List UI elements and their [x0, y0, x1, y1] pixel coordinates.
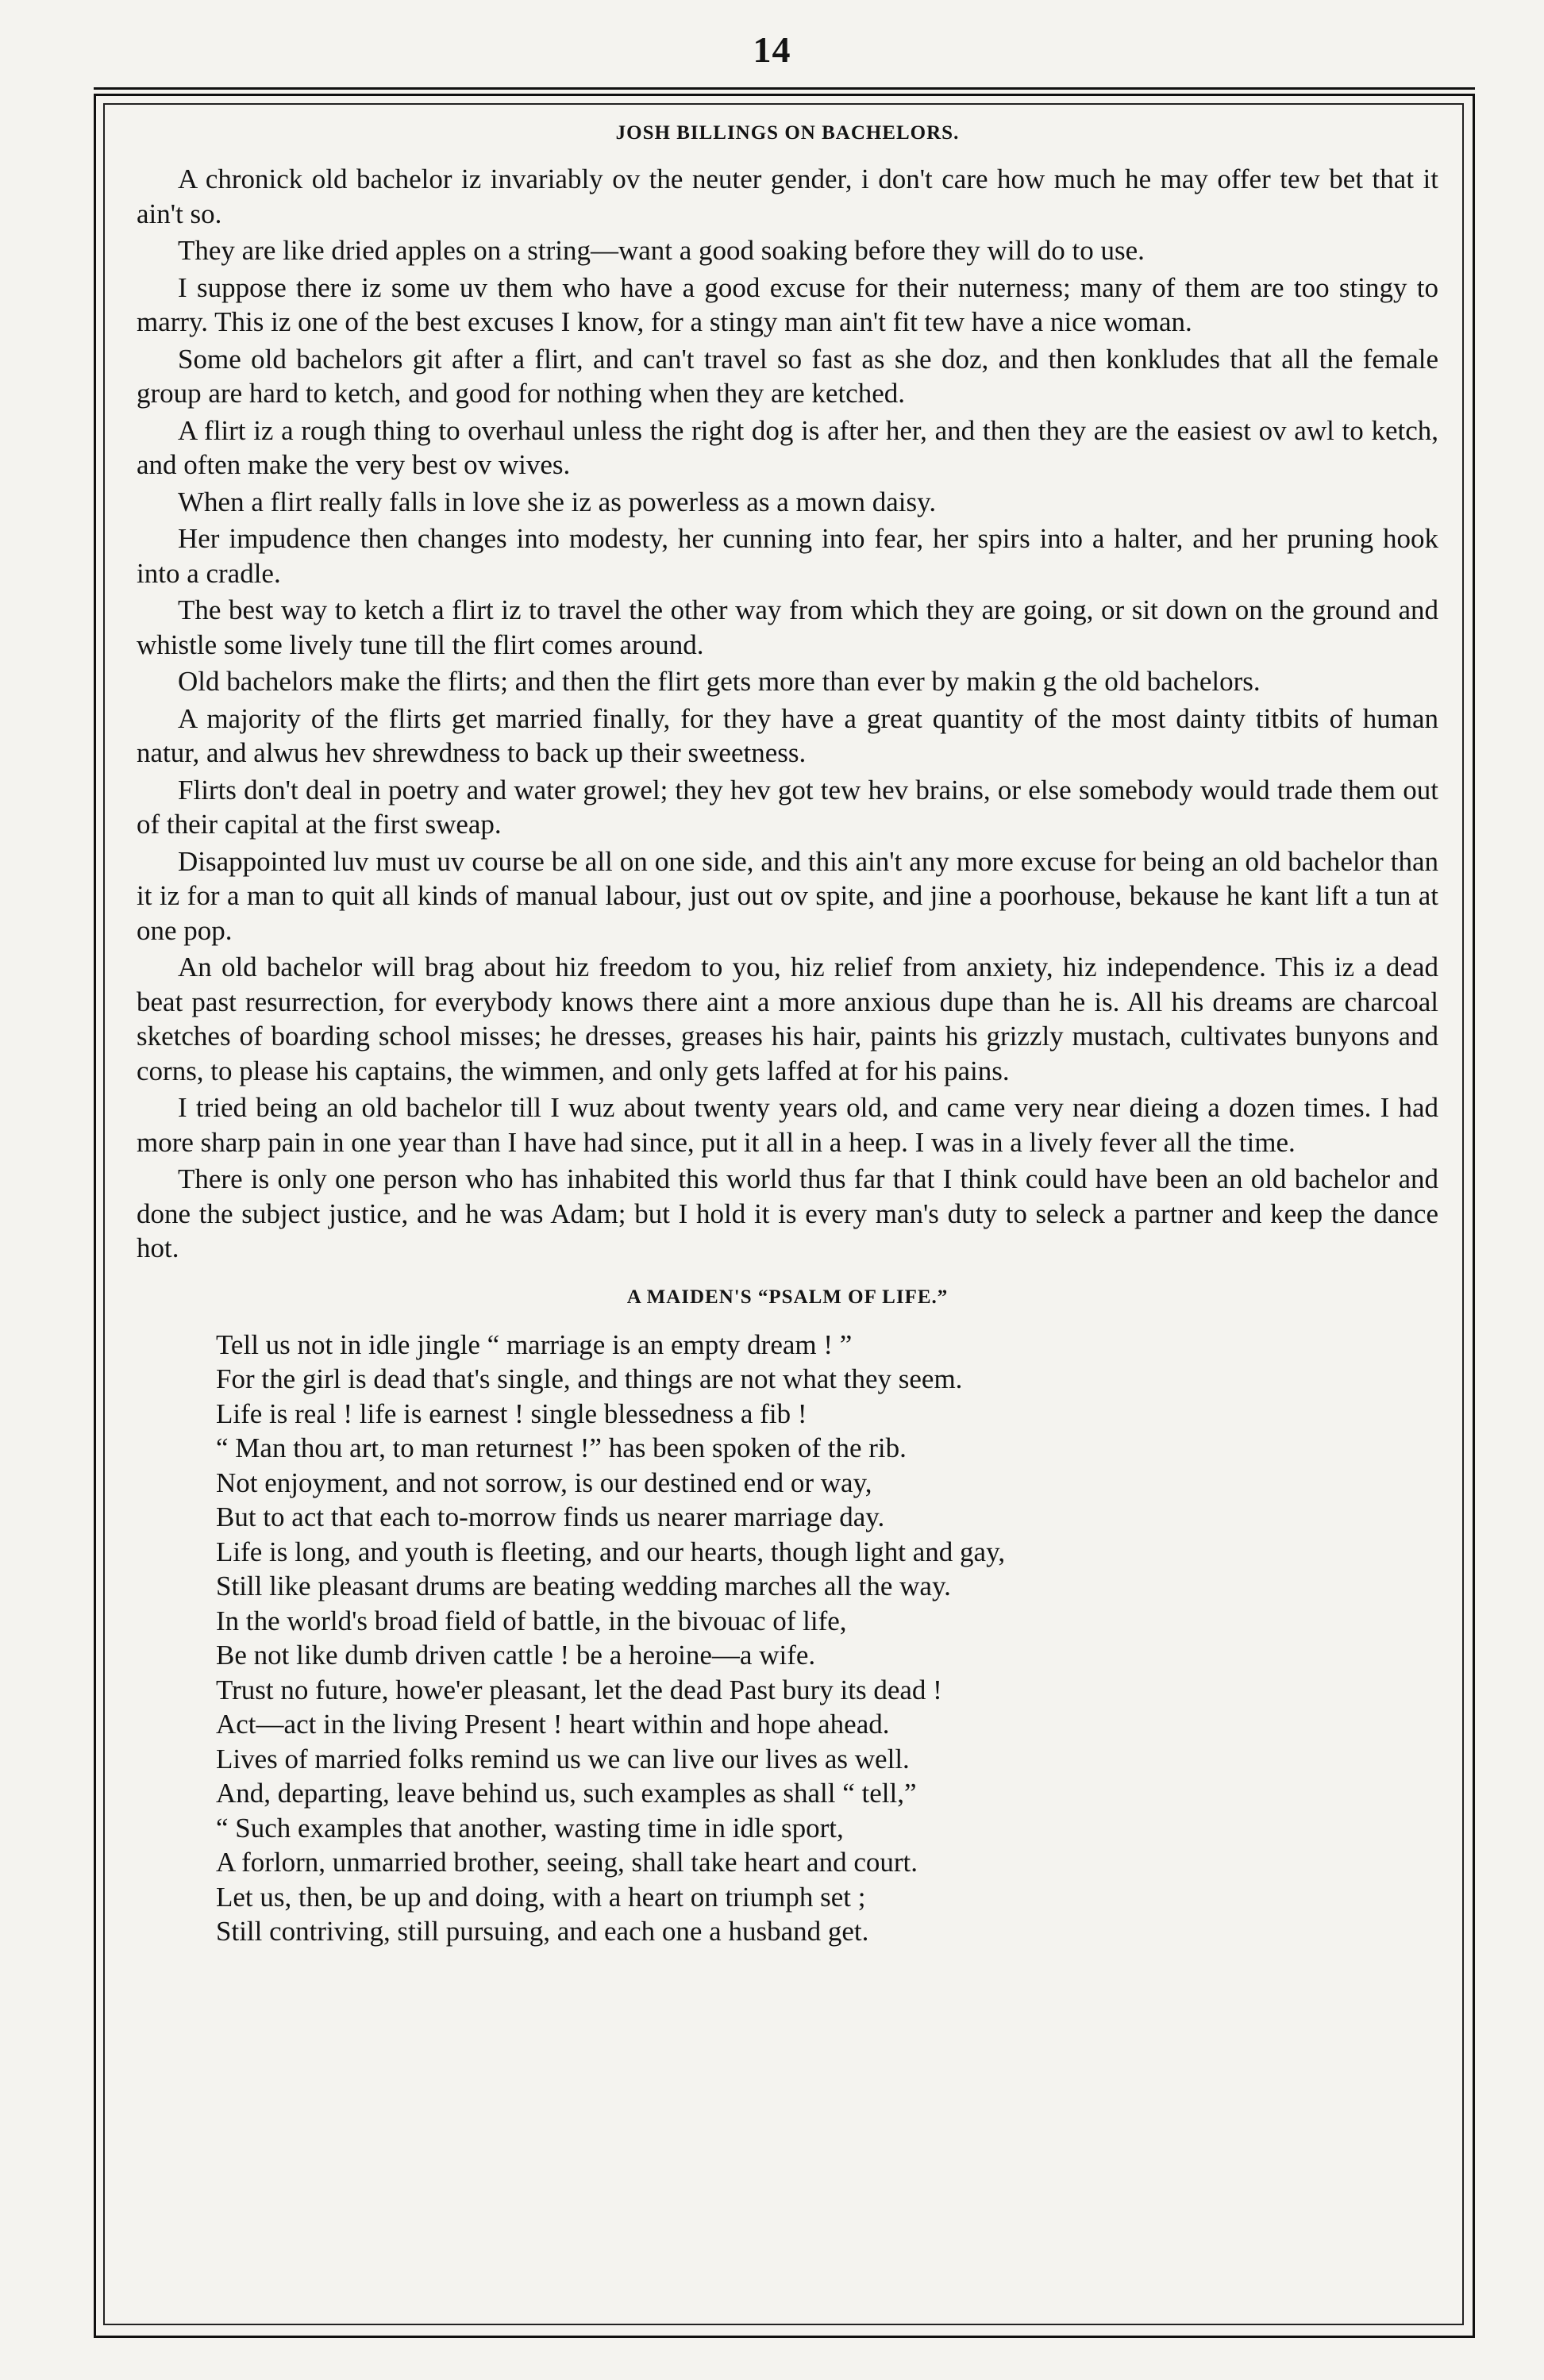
paragraph: They are like dried apples on a string—want a good soaking before they will do to use.	[178, 235, 1145, 266]
poem-line: In the world's broad field of battle, in the bivouac of life,	[216, 1605, 847, 1636]
paragraph: Her impudence then changes into modesty, her cunning into fear, her spirs into a halter, and her pruning hook into a cradle.	[137, 523, 1438, 589]
paragraph: A chronick old bachelor iz invariably ov the neuter gender, i don't care how much he may offer tew bet that it ain't so.	[137, 163, 1438, 229]
poem-line: Lives of married folks remind us we can live our lives as well.	[216, 1743, 910, 1774]
page-number: 14	[753, 29, 791, 70]
paragraph: When a flirt really falls in love she iz as powerless as a mown daisy.	[178, 486, 937, 517]
poem-line: “ Such examples that another, wasting time in idle sport,	[216, 1812, 844, 1844]
poem-line: Act—act in the living Present ! heart within and hope ahead.	[216, 1709, 890, 1740]
poem-line: Life is real ! life is earnest ! single blessedness a fib !	[216, 1398, 807, 1429]
paragraph: The best way to ketch a flirt iz to travel the other way from which they are going, or sit down on the ground and whistle some lively tune till the flirt comes around.	[137, 594, 1438, 660]
article-body-bachelors	[137, 162, 1438, 1266]
poem-line: Not enjoyment, and not sorrow, is our destined end or way,	[216, 1467, 872, 1498]
paragraph: An old bachelor will brag about hiz freedom to you, hiz relief from anxiety, hiz independence. This iz a dead beat past resurrection, for everybody knows there aint a more anxious dupe than he is. All his dreams are charcoal sketches of boarding school misses; he dresses, greases his hair, paints his grizzly mustach, cultivates bunyons and corns, to please his captains, the wimmen, and only gets laffed at for his pains.	[137, 952, 1438, 1086]
poem-line: And, departing, leave behind us, such examples as shall “ tell,”	[216, 1778, 917, 1809]
article-heading-psalm: A MAIDEN'S “PSALM OF LIFE.”	[626, 1286, 949, 1308]
poem-psalm-of-life	[216, 1328, 1438, 1949]
paragraph: Some old bachelors git after a flirt, and can't travel so fast as she doz, and then konkludes that all the female group are hard to ketch, and good for nothing when they are ketched.	[137, 343, 1438, 409]
poem-line: Still like pleasant drums are beating wedding marches all the way.	[216, 1571, 951, 1601]
poem-line: A forlorn, unmarried brother, seeing, shall take heart and court.	[216, 1847, 918, 1878]
top-rule	[94, 87, 1475, 90]
paragraph: A flirt iz a rough thing to overhaul unless the right dog is after her, and then they are the easiest ov awl to ketch, and often make the very best ov wives.	[137, 414, 1438, 480]
poem-line: For the girl is dead that's single, and things are not what they seem.	[216, 1363, 963, 1394]
paragraph: I suppose there iz some uv them who have a good excuse for their nuterness; many of them are too stingy to marry. This iz one of the best excuses I know, for a stingy man ain't fit tew have a nice woman.	[137, 271, 1438, 337]
poem-line: Trust no future, howe'er pleasant, let the dead Past bury its dead !	[216, 1674, 942, 1705]
poem-line: Life is long, and youth is fleeting, and our hearts, though light and gay,	[216, 1536, 1006, 1567]
paragraph: Old bachelors make the flirts; and then the flirt gets more than ever by makin g the old bachelors.	[178, 666, 1261, 697]
paragraph: I tried being an old bachelor till I wuz about twenty years old, and came very near dieing a dozen times. I had more sharp pain in one year than I have had since, put it all in a heep. I was in a lively fever all the time.	[137, 1092, 1438, 1158]
paragraph: Flirts don't deal in poetry and water growel; they hev got tew hev brains, or else somebody would trade them out of their capital at the first sweap.	[137, 774, 1438, 840]
poem-line: Still contriving, still pursuing, and each one a husband get.	[216, 1916, 869, 1947]
paragraph: A majority of the flirts get married finally, for they have a great quantity of the most dainty titbits of human natur, and alwus hev shrewdness to back up their sweetness.	[137, 702, 1438, 768]
poem-line: Let us, then, be up and doing, with a heart on triumph set ;	[216, 1881, 866, 1913]
article-heading-bachelors: JOSH BILLINGS ON BACHELORS.	[615, 122, 960, 144]
poem-line: “ Man thou art, to man returnest !” has been spoken of the rib.	[216, 1432, 907, 1463]
paragraph: Disappointed luv must uv course be all on one side, and this ain't any more excuse for being an old bachelor than it iz for a man to quit all kinds of manual labour, just out ov spite, and jine a poorhouse, bekause he kant lift a tun at one pop.	[137, 845, 1438, 946]
page-content	[137, 113, 1438, 1949]
poem-line: But to act that each to-morrow finds us nearer marriage day.	[216, 1501, 885, 1532]
poem-line: Tell us not in idle jingle “ marriage is an empty dream ! ”	[216, 1328, 853, 1360]
paragraph: There is only one person who has inhabited this world thus far that I think could have been an old bachelor and done the subject justice, and he was Adam; but I hold it is every man's duty to seleck a partner and keep the dance hot.	[137, 1163, 1438, 1263]
poem-line: Be not like dumb driven cattle ! be a heroine—a wife.	[216, 1640, 816, 1671]
